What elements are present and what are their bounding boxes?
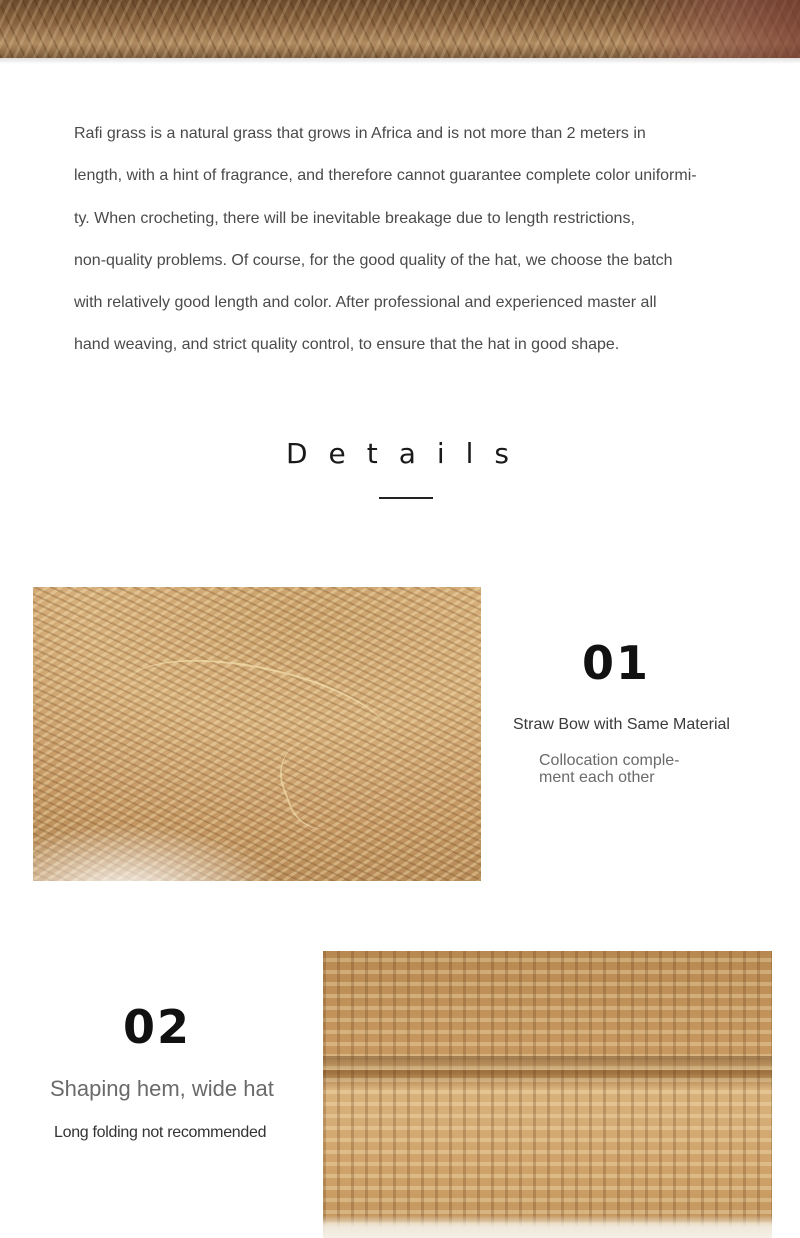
banner-shadow — [0, 58, 800, 64]
detail-heading-01: Straw Bow with Same Material — [513, 716, 730, 733]
intro-paragraph: Rafi grass is a natural grass that grows in Africa and is not more than 2 meters in length, with a hint of fragrance, and therefore cannot guarantee complete color uniformi- ty. When crocheting, there will be inevitable breakage due to length restrictions, non-quality problems. Of course, for the good quality of the hat, we choose the batch with relatively good length and color. After professional and experienced master all hand weaving, and strict quality control, to ensure that the hat in good shape. — [74, 125, 697, 354]
detail-heading-02: Shaping hem, wide hat — [50, 1076, 274, 1101]
hem-rim — [323, 1056, 772, 1070]
detail-subtext-02: Long folding not recommended — [54, 1124, 267, 1141]
detail-subtext-01: Collocation comple- ment each other — [539, 752, 680, 786]
hat-brim-banner-image — [0, 0, 800, 58]
details-title-underline — [379, 497, 433, 499]
detail-number-02: 02 — [123, 1000, 192, 1054]
detail-number-01: 01 — [582, 636, 651, 690]
straw-bow-detail-photo — [33, 587, 481, 881]
details-title: Details — [285, 437, 531, 470]
hem-detail-photo — [323, 951, 772, 1238]
